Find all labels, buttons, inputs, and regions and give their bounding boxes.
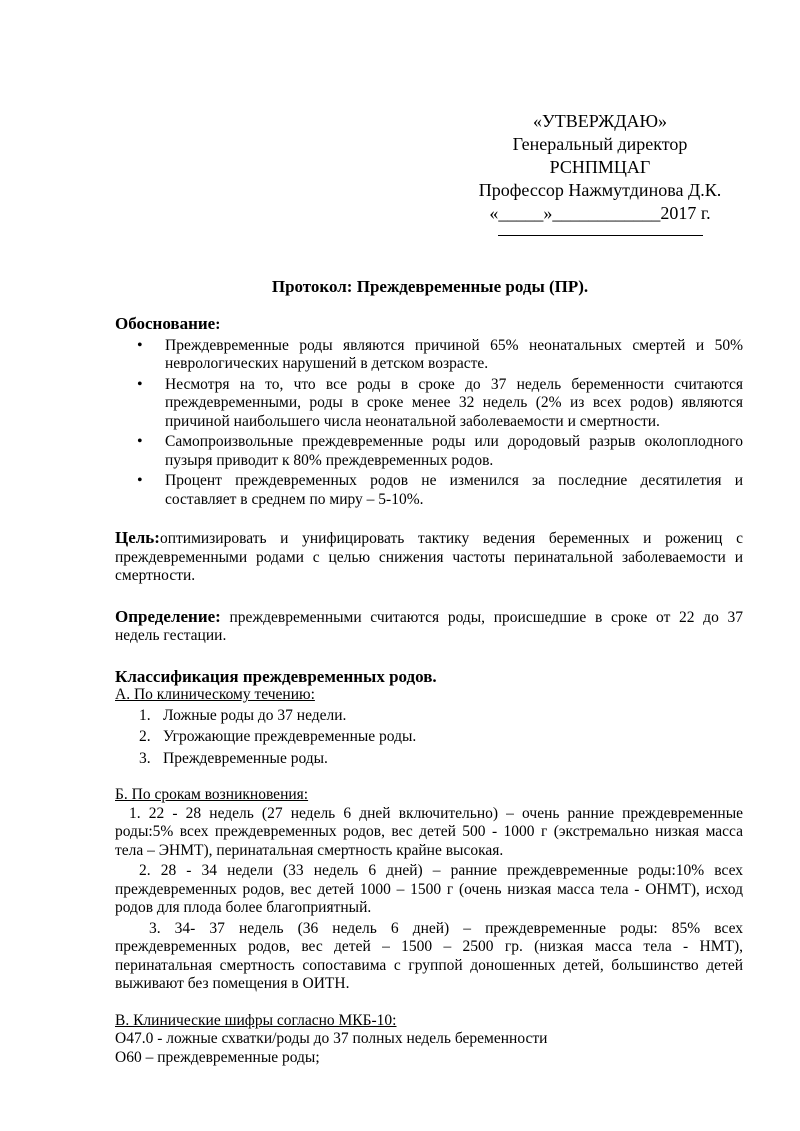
rationale-list [115,337,743,510]
classification-heading: Классификация преждевременных родов. [115,666,437,686]
goal-text: оптимизировать и унифицировать тактику ведения беременных и рожениц с преждевременными родами с целью снижения частоты перинатальной заболеваемости и смертности. [115,530,743,584]
rationale-heading-colon: : [215,316,221,333]
classification-b-paragraph-2: 2. 28 - 34 недели (33 недель 6 дней) – ранние преждевременные роды:10% всех преждевременных родов, вес детей 1000 – 1500 г (очень низкая масса тела - ОНМТ), исход родов для плода более благоприятный. [115,862,743,916]
list-item: • Процент преждевременных родов не изменился за последние десятилетия и составляет в среднем по миру – 5-10%. [165,472,743,509]
rationale-heading-text: Обоснование [115,314,216,333]
classification-b-paragraph-1: 1. 22 - 28 недель (27 недель 6 дней включительно) – очень ранние преждевременные роды:5% всех преждевременных родов, вес детей 500 - 1000 г (экстремально низкая масса тела – ЭНМТ), перинатальная смертность крайне высокая. [115,804,743,859]
document-body [115,315,743,1067]
approval-block [450,110,750,236]
list-item-text: Ложные роды до 37 недели. [163,706,347,724]
definition-paragraph [115,608,743,646]
document-title: Протокол: Преждевременные роды (ПР). [271,277,589,296]
approval-position: Генеральный директор [512,134,688,154]
approval-heading: «УТВЕРЖДАЮ» [532,111,668,131]
list-item-number: 3. [139,749,151,767]
approval-person: Профессор Нажмутдинова Д.К. [478,180,722,200]
signature-line [498,229,703,236]
list-item: • Преждевременные роды являются причиной 65% неонатальных смертей и 50% неврологических нарушений в детском возрасте. [165,337,743,374]
list-item: • Самопроизвольные преждевременные роды или дородовый разрыв околоплодного пузыря приводит к 80% преждевременных родов. [165,433,743,470]
list-item-number: 1. [139,706,151,724]
list-item-text: Угрожающие преждевременные роды. [163,728,417,745]
list-item [139,728,743,747]
classification-c-title: В. Клинические шифры согласно МКБ-10: [115,1011,397,1029]
classification-b-paragraph-3: 3. 34- 37 недель (36 недель 6 дней) – преждевременные роды: 85% всех преждевременных родов, вес детей – 1500 – 2500 гр. (низкая масса тела - НМТ), перинатальная смертность сопоставима с группой доношенных детей, большинство детей выживают без помещения в ОИТН. [115,919,743,992]
icd-code-line: О60 – преждевременные роды; [115,1048,320,1066]
definition-heading: Определение: [115,606,221,626]
list-item-text: Преждевременные роды. [163,749,328,767]
list-item: • Несмотря на то, что все роды в сроке до 37 недель беременности считаются преждевременными, роды в сроке менее 32 недель (2% из всех родов) являются причиной наибольшего числа неонатальной заболеваемости и смертности. [165,376,743,432]
classification-a-list [115,707,743,769]
icd-code-line: О47.0 - ложные схватки/роды до 37 полных недель беременности [115,1030,548,1047]
goal-heading: Цель: [115,528,160,547]
goal-paragraph [115,529,743,586]
definition-text: преждевременными считаются роды, происшедшие в сроке от 22 до 37 недель гестации. [115,608,743,644]
approval-organization: РСНПМЦАГ [549,157,651,177]
list-item [139,706,743,726]
rationale-heading [115,315,743,335]
classification-b-title: Б. По срокам возникновения: [115,786,309,803]
classification-a-title: А. По клиническому течению: [115,686,315,703]
list-item-number: 2. [139,728,151,745]
list-item [139,749,743,769]
approval-date: «_____»____________2017 г. [489,203,711,223]
